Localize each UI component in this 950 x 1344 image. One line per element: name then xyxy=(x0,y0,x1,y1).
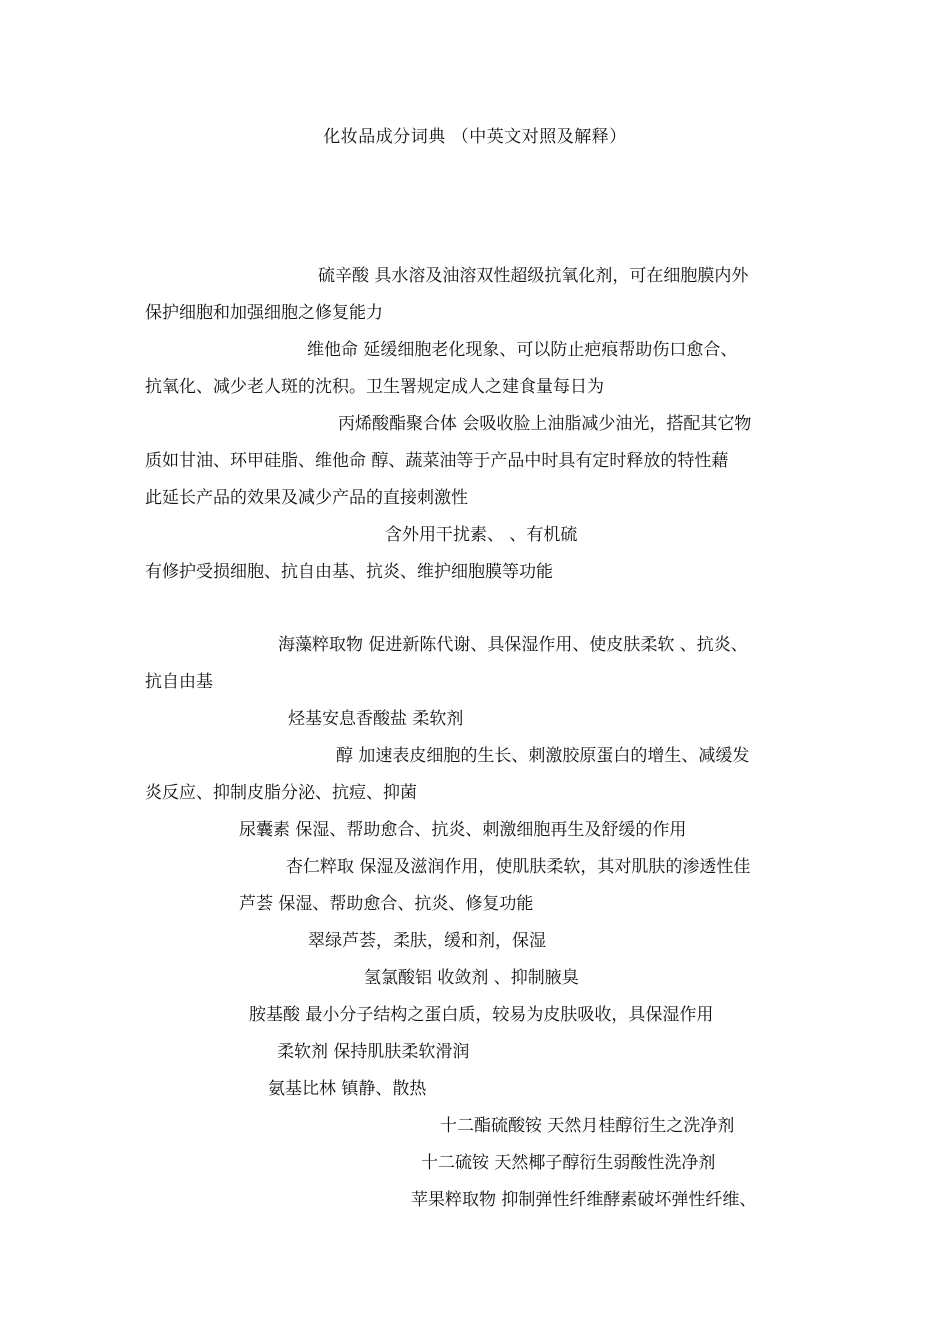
entry-line: 十二硫铵 天然椰子醇衍生弱酸性洗净剂 xyxy=(421,1153,716,1173)
entry-line: 氢氯酸铝 收敛剂 、抑制腋臭 xyxy=(364,968,579,988)
dictionary-entries xyxy=(145,258,813,1219)
entry-line: 有修护受损细胞、抗自由基、抗炎、维护细胞膜等功能 xyxy=(145,562,553,582)
entry-line: 抗自由基 xyxy=(145,672,213,692)
entry-line: 翠绿芦荟，柔肤，缓和剂，保湿 xyxy=(308,931,546,951)
entry-line: 硫辛酸 具水溶及油溶双性超级抗氧化剂，可在细胞膜内外 xyxy=(318,266,749,286)
entry-line: 丙烯酸酯聚合体 会吸收脸上油脂减少油光，搭配其它物 xyxy=(338,414,752,434)
document-title: 化妆品成分词典 （中英文对照及解释） xyxy=(323,127,627,147)
entry-line: 此延长产品的效果及减少产品的直接刺激性 xyxy=(145,488,468,508)
entry-line: 十二酯硫酸铵 天然月桂醇衍生之洗净剂 xyxy=(440,1116,735,1136)
entry-line: 柔软剂 保持肌肤柔软滑润 xyxy=(277,1042,470,1062)
entry-line: 醇 加速表皮细胞的生长、刺激胶原蛋白的增生、减缓发 xyxy=(336,746,750,766)
entry-line: 杏仁粹取 保湿及滋润作用，使肌肤柔软，其对肌肤的渗透性佳 xyxy=(286,857,751,877)
entry-line: 质如甘油、环甲硅脂、维他命 醇、蔬菜油等于产品中时具有定时释放的特性藉 xyxy=(145,451,729,471)
entry-line: 氨基比林 镇静、散热 xyxy=(268,1079,427,1099)
entry-line: 芦荟 保湿、帮助愈合、抗炎、修复功能 xyxy=(239,894,534,914)
entry-line: 烃基安息香酸盐 柔软剂 xyxy=(288,709,464,729)
entry-line: 海藻粹取物 促进新陈代谢、具保湿作用、使皮肤柔软 、抗炎、 xyxy=(278,635,748,655)
entry-line: 抗氧化、减少老人斑的沈积。卫生署规定成人之建食量每日为 xyxy=(145,377,604,397)
entry-line: 维他命 延缓细胞老化现象、可以防止疤痕帮助伤口愈合、 xyxy=(307,340,738,360)
entry-line: 炎反应、抑制皮脂分泌、抗痘、抑菌 xyxy=(145,783,417,803)
entry-line: 含外用干扰素、 、有机硫 xyxy=(385,525,578,545)
entry-line: 苹果粹取物 抑制弹性纤维酵素破坏弹性纤维、 xyxy=(411,1190,757,1210)
entry-line: 保护细胞和加强细胞之修复能力 xyxy=(145,303,383,323)
entry-line: 胺基酸 最小分子结构之蛋白质，较易为皮肤吸收，具保湿作用 xyxy=(249,1005,714,1025)
blank-gap xyxy=(145,591,813,627)
entry-line: 尿囊素 保湿、帮助愈合、抗炎、刺激细胞再生及舒缓的作用 xyxy=(239,820,687,840)
